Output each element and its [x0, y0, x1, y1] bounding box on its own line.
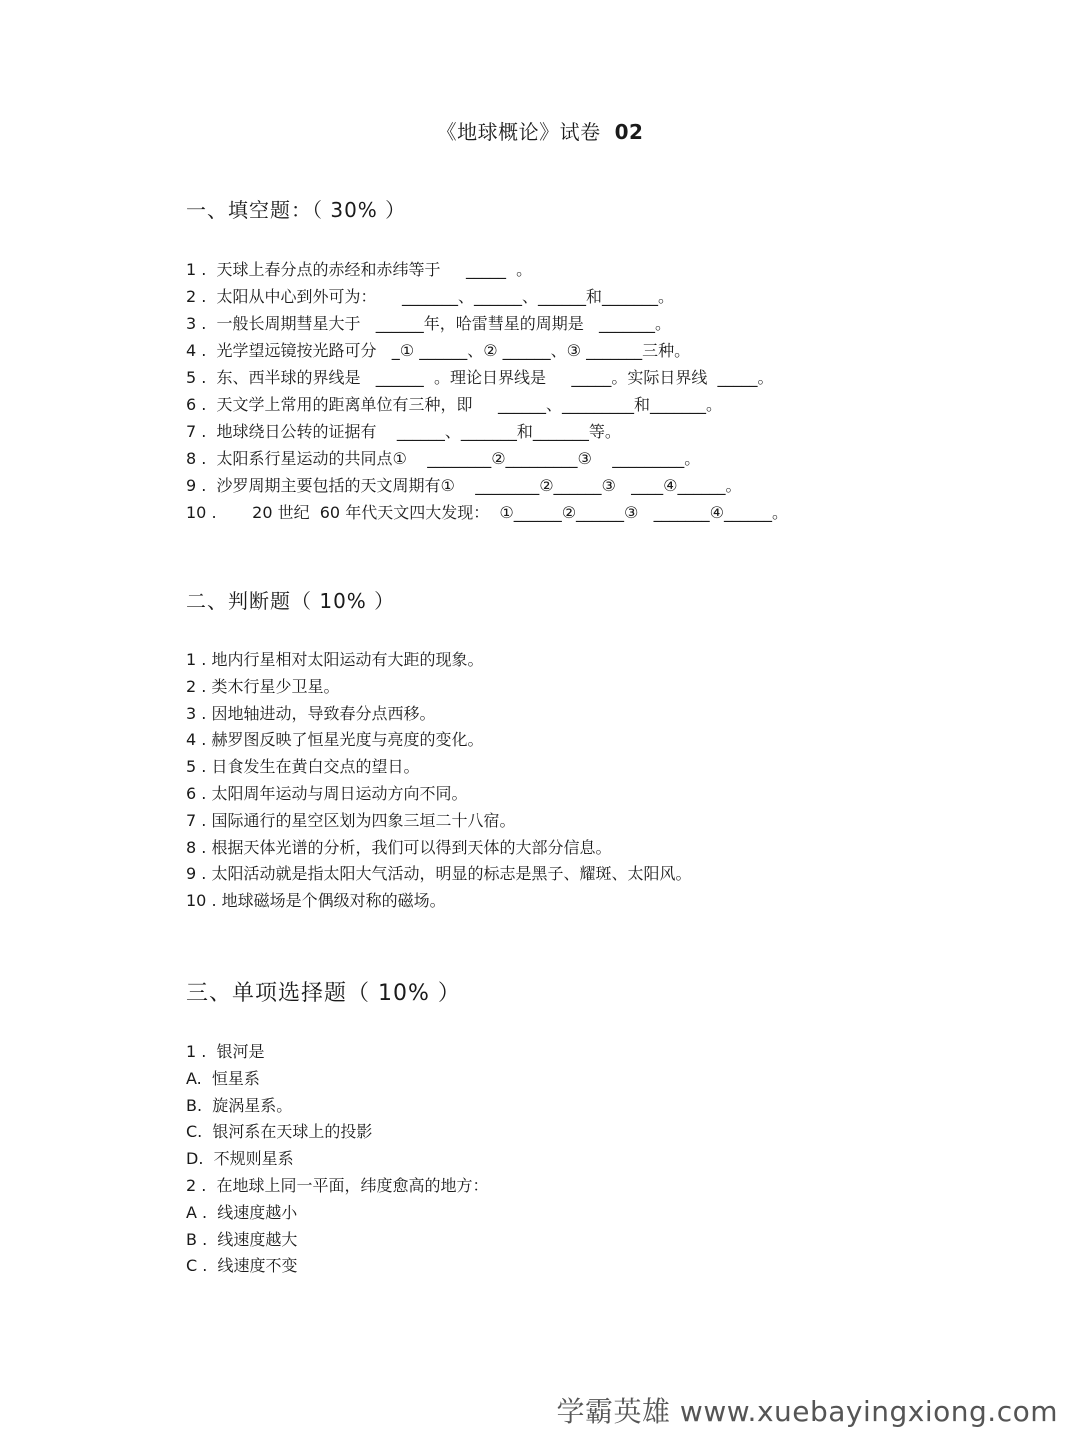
judge-question: 2 . 类木行星少卫星。	[186, 676, 340, 696]
fill-question: 4 . 光学望远镜按光路可分 _① ______、② ______、③ _______三种。	[186, 341, 691, 360]
choice-item: C. 银河系在天球上的投影	[186, 1122, 373, 1142]
section-fill-heading: 一、填空题：（ 30% ）	[186, 198, 407, 222]
fill-question: 1 . 天球上春分点的赤经和赤纬等于 _____ 。	[186, 260, 533, 279]
choice-item: A . 线速度越小	[186, 1202, 298, 1222]
exam-title	[0, 116, 1080, 145]
judge-question: 10 . 地球磁场是个偶级对称的磁场。	[186, 891, 446, 911]
judge-question: 6 . 太阳周年运动与周日运动方向不同。	[186, 783, 468, 803]
exam-title-text: 《地球概论》试卷	[436, 120, 601, 144]
judge-question: 7 . 国际通行的星空区划为四象三垣二十八宿。	[186, 810, 516, 830]
fill-question: 3 . 一般长周期彗星大于 ______年，哈雷彗星的周期是 _______。	[186, 314, 672, 333]
judge-question: 9 . 太阳活动就是指太阳大气活动，明显的标志是黑子、耀斑、太阳风。	[186, 864, 692, 884]
fill-question-list	[186, 256, 788, 526]
watermark: 学霸英雄 www.xuebayingxiong.com	[556, 1395, 1058, 1428]
exam-number: 02	[614, 120, 644, 144]
judge-question-list	[186, 647, 691, 915]
section-choice-heading: 三、单项选择题（ 10% ）	[186, 981, 461, 1006]
choice-item: B. 旋涡星系。	[186, 1095, 293, 1115]
fill-question: 8 . 太阳系行星运动的共同点① ________②_________③ _________。	[186, 449, 701, 468]
judge-question: 1 . 地内行星相对太阳运动有大距的现象。	[186, 650, 484, 669]
fill-question: 7 . 地球绕日公转的证据有 ______、_______和_______等。	[186, 422, 621, 441]
fill-question: 5 . 东、西半球的界线是 ______ 。理论日界线是 _____。实际日界线 _____。	[186, 368, 774, 387]
fill-question: 9 . 沙罗周期主要包括的天文周期有① ________②______③ ____④______。	[186, 476, 742, 495]
choice-question-list	[186, 1039, 489, 1280]
judge-question: 5 . 日食发生在黄白交点的望日。	[186, 757, 420, 777]
section-judge-heading: 二、判断题（ 10% ）	[186, 589, 396, 613]
judge-question: 4 . 赫罗图反映了恒星光度与亮度的变化。	[186, 730, 484, 750]
fill-question: 6 . 天文学上常用的距离单位有三种，即 ______、_________和_______。	[186, 395, 722, 414]
choice-item: B . 线速度越大	[186, 1229, 298, 1249]
judge-question: 3 . 因地轴进动，导致春分点西移。	[186, 703, 436, 723]
judge-question: 8 . 根据天体光谱的分析，我们可以得到天体的大部分信息。	[186, 837, 612, 857]
choice-item: 1 . 银河是	[186, 1042, 265, 1061]
choice-item: A. 恒星系	[186, 1068, 260, 1088]
choice-item: D. 不规则星系	[186, 1149, 294, 1169]
fill-question: 10 . 20 世纪 60 年代天文四大发现： ①______②______③ _______④______。	[186, 503, 789, 522]
choice-item: C . 线速度不变	[186, 1256, 298, 1276]
fill-question: 2 . 太阳从中心到外可为： _______、______、______和_______。	[186, 287, 674, 306]
choice-item: 2 . 在地球上同一平面，纬度愈高的地方：	[186, 1175, 489, 1195]
